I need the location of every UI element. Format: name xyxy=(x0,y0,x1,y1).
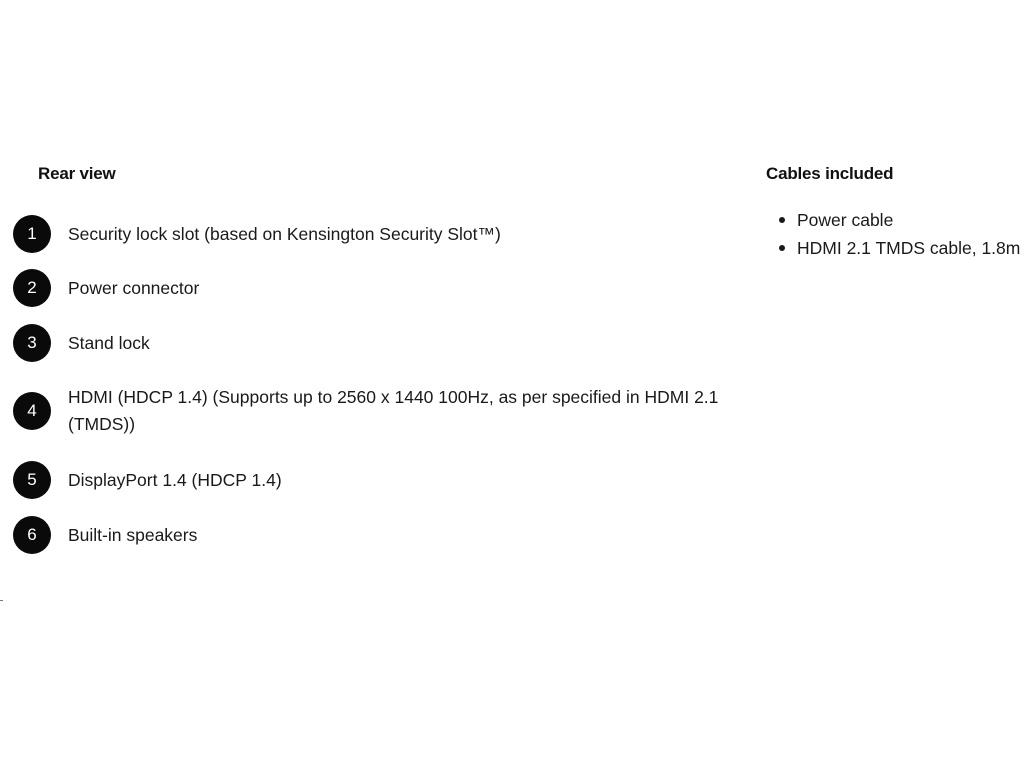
list-item xyxy=(778,234,1020,262)
rear-view-item-6 xyxy=(13,516,748,554)
item-label: Security lock slot (based on Kensington Security Slot™) xyxy=(68,223,501,244)
rear-view-item-4 xyxy=(13,384,748,438)
rear-view-item-1 xyxy=(13,215,748,253)
item-number-badge: 1 xyxy=(13,215,51,253)
list-item xyxy=(778,206,1020,234)
divider-mark xyxy=(0,600,3,601)
item-label: Stand lock xyxy=(68,332,150,353)
item-label: Power connector xyxy=(68,277,200,298)
rear-view-title: Rear view xyxy=(38,164,116,183)
cable-label: HDMI 2.1 TMDS cable, 1.8m xyxy=(797,238,1021,258)
rear-view-item-3 xyxy=(13,324,748,362)
item-number-badge: 6 xyxy=(13,516,51,554)
item-label: Built-in speakers xyxy=(68,524,198,545)
item-label: HDMI (HDCP 1.4) (Supports up to 2560 x 1440 100Hz, as per specified in HDMI 2.1 (TMDS)) xyxy=(68,387,719,434)
item-number-badge: 4 xyxy=(13,392,51,430)
cables-list xyxy=(778,206,1020,262)
cable-label: Power cable xyxy=(797,210,894,230)
bullet-icon xyxy=(779,217,785,223)
bullet-icon xyxy=(779,245,785,251)
rear-view-item-2 xyxy=(13,269,748,307)
item-label: DisplayPort 1.4 (HDCP 1.4) xyxy=(68,469,282,490)
cables-included-title: Cables included xyxy=(766,164,894,183)
item-number-badge: 5 xyxy=(13,461,51,499)
item-number-badge: 2 xyxy=(13,269,51,307)
rear-view-item-5 xyxy=(13,461,748,499)
item-number-badge: 3 xyxy=(13,324,51,362)
